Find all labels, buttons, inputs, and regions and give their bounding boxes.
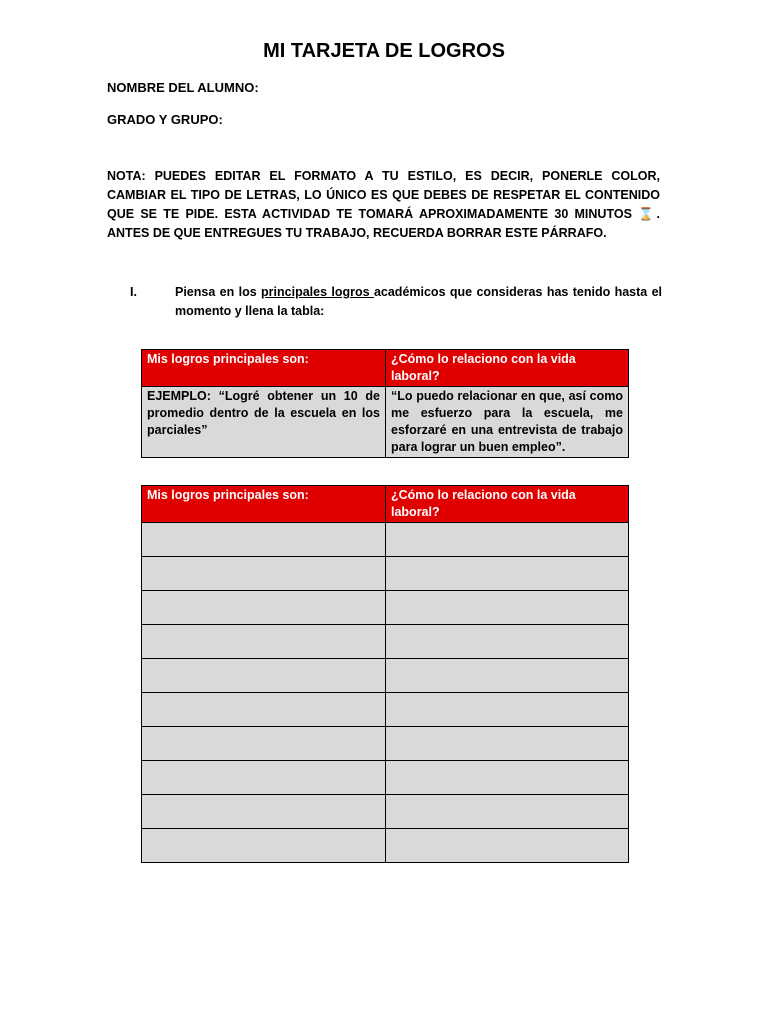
achievement-cell[interactable] — [142, 625, 386, 659]
item-text-end: académicos que consideras has tenido hasta el momento y llena la tabla: — [175, 285, 663, 318]
item-text — [175, 283, 662, 321]
item-number: I. — [130, 285, 137, 299]
table-row — [142, 693, 629, 727]
header-work-relation: ¿Cómo lo relaciono con la vida laboral? — [386, 486, 629, 523]
header-achievements: Mis logros principales son: — [142, 350, 386, 387]
note-text: NOTA: PUEDES EDITAR EL FORMATO A TU ESTILO, ES DECIR, PONERLE COLOR, CAMBIAR EL TIPO DE LETRAS, LO ÚNICO ES QUE DEBES DE RESPETAR EL CONTENIDO QUE SE TE PIDE. ESTA ACTIVIDAD TE TOMARÁ APROXIMADAMENTE 30 MINUTOS — [107, 169, 660, 221]
relation-cell[interactable] — [386, 693, 629, 727]
fill-table — [141, 485, 629, 863]
example-row — [142, 387, 629, 458]
achievement-cell[interactable] — [142, 557, 386, 591]
achievement-cell[interactable] — [142, 659, 386, 693]
relation-cell[interactable] — [386, 795, 629, 829]
student-name-label: NOMBRE DEL ALUMNO: — [107, 80, 259, 95]
table-header-row — [142, 350, 629, 387]
item-text-start: Piensa en los — [175, 285, 262, 299]
achievement-cell[interactable] — [142, 727, 386, 761]
page-title: MI TARJETA DE LOGROS — [263, 40, 505, 62]
table-row — [142, 795, 629, 829]
relation-cell[interactable] — [386, 523, 629, 557]
table-row — [142, 557, 629, 591]
table-header-row — [142, 486, 629, 523]
example-relation-cell: “Lo puedo relacionar en que, así como me esfuerzo para la escuela, me esforzaré en una entrevista de trabajo para lograr un buen empleo”. — [386, 387, 629, 458]
table-row — [142, 591, 629, 625]
achievement-cell[interactable] — [142, 693, 386, 727]
table-row — [142, 761, 629, 795]
table-row — [142, 523, 629, 557]
achievement-cell[interactable] — [142, 761, 386, 795]
example-table — [141, 349, 629, 458]
relation-cell[interactable] — [386, 557, 629, 591]
example-achievement-cell: EJEMPLO: “Logré obtener un 10 de promedio dentro de la escuela en los parciales” — [142, 387, 386, 458]
hourglass-icon: ⌛ — [638, 207, 657, 221]
relation-cell[interactable] — [386, 761, 629, 795]
note-text-end: . ANTES DE QUE ENTREGUES TU TRABAJO, RECUERDA BORRAR ESTE PÁRRAFO. — [107, 207, 660, 240]
grade-group-label: GRADO Y GRUPO: — [107, 112, 223, 127]
relation-cell[interactable] — [386, 727, 629, 761]
table-row — [142, 659, 629, 693]
achievement-cell[interactable] — [142, 829, 386, 863]
table-row — [142, 727, 629, 761]
relation-cell[interactable] — [386, 659, 629, 693]
achievement-cell[interactable] — [142, 795, 386, 829]
table-row — [142, 625, 629, 659]
relation-cell[interactable] — [386, 829, 629, 863]
table-row — [142, 829, 629, 863]
instructions-note — [107, 167, 660, 243]
header-work-relation: ¿Cómo lo relaciono con la vida laboral? — [386, 350, 629, 387]
item-text-underlined: principales logros — [261, 285, 374, 299]
relation-cell[interactable] — [386, 591, 629, 625]
header-achievements: Mis logros principales son: — [142, 486, 386, 523]
achievement-cell[interactable] — [142, 523, 386, 557]
achievement-cell[interactable] — [142, 591, 386, 625]
relation-cell[interactable] — [386, 625, 629, 659]
